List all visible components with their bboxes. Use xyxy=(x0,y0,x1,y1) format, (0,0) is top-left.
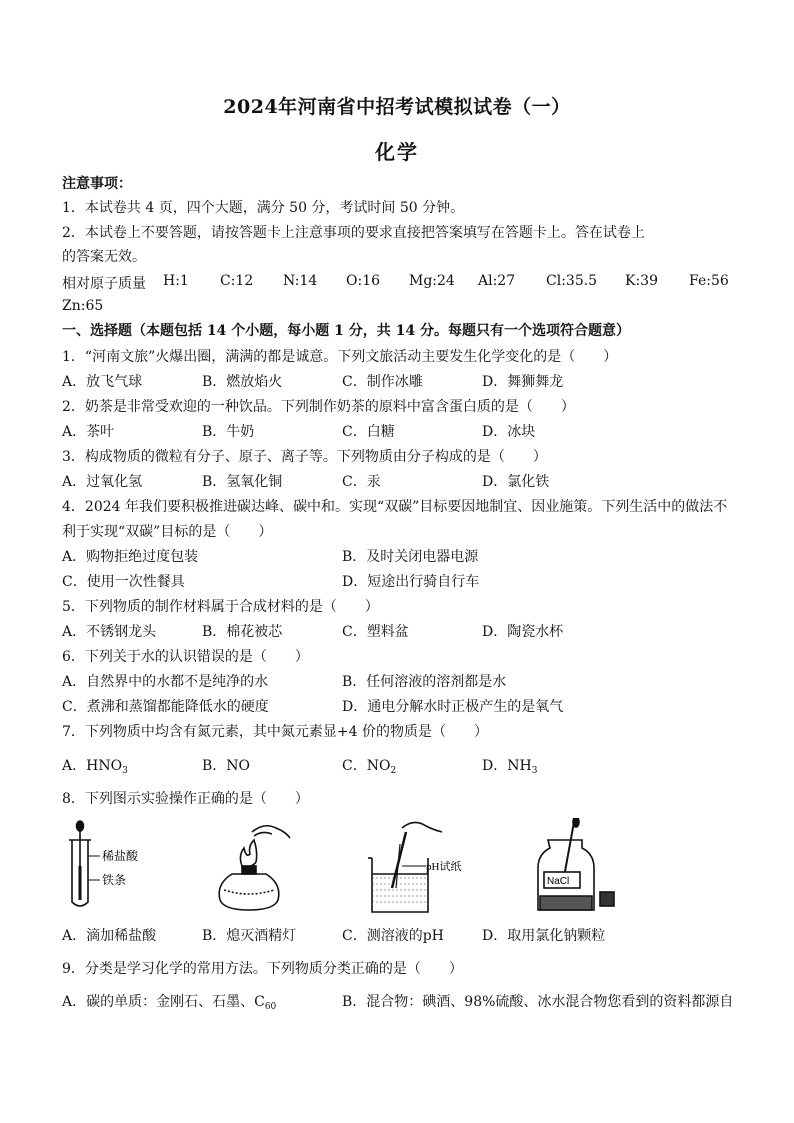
question-3-option-a: A．过氧化氢 xyxy=(62,474,143,490)
question-2-option-c: C．白糖 xyxy=(342,424,395,440)
notes-heading: 注意事项： xyxy=(62,176,132,192)
question-7-option-d xyxy=(482,757,537,775)
question-6-stem: 6．下列关于水的认识错误的是（ ） xyxy=(62,649,309,665)
question-8-option-a: A．滴加稀盐酸 xyxy=(62,928,157,944)
question-8-option-d: D．取用氯化钠颗粒 xyxy=(482,928,606,944)
question-2-option-a: A．茶叶 xyxy=(62,424,115,440)
question-3-option-b: B．氢氧化铜 xyxy=(202,474,283,490)
note-item-1: 1．本试卷共 4 页，四个大题，满分 50 分，考试时间 50 分钟。 xyxy=(62,200,465,216)
option-text: A．碳的单质：金刚石、石墨、C xyxy=(62,994,265,1010)
atomic-mass-item: C:12 xyxy=(220,273,254,289)
atomic-mass-item: N:14 xyxy=(283,273,318,289)
question-4-option-b: B．及时关闭电器电源 xyxy=(342,549,479,565)
option-label: C． xyxy=(342,758,367,774)
question-4-option-d: D．短途出行骑自行车 xyxy=(342,574,480,590)
question-9-stem: 9．分类是学习化学的常用方法。下列物质分类正确的是（ ） xyxy=(62,961,463,977)
question-4-option-c: C．使用一次性餐具 xyxy=(62,574,185,590)
question-1-option-b: B．燃放焰火 xyxy=(202,374,283,390)
question-4-option-a: A．购物拒绝过度包装 xyxy=(62,549,199,565)
section-1-heading: 一、选择题（本题包括 14 个小题，每小题 1 分，共 14 分。每题只有一个选项符合题意） xyxy=(62,323,630,339)
figure-d-label: NaCl xyxy=(547,876,570,887)
figure-nacl-jar xyxy=(534,818,624,918)
question-2-stem: 2．奶茶是非常受欢迎的一种饮品。下列制作奶茶的原料中富含蛋白质的是（ ） xyxy=(62,399,575,415)
question-3-option-c: C．汞 xyxy=(342,474,381,490)
question-7-stem: 7．下列物质中均含有氮元素，其中氮元素显+4 价的物质是（ ） xyxy=(62,724,488,740)
atomic-mass-item: Fe:56 xyxy=(689,273,729,289)
figure-ph-test xyxy=(342,818,472,918)
figure-a-label-acid: 稀盐酸 xyxy=(102,849,139,863)
formula-subscript: 3 xyxy=(122,766,128,776)
question-7-option-a xyxy=(62,757,128,775)
question-4-stem-line-2: 利于实现“双碳”目标的是（ ） xyxy=(62,524,273,540)
question-5-option-b: B．棉花被芯 xyxy=(202,624,283,640)
question-5-option-d: D．陶瓷水杯 xyxy=(482,624,564,640)
question-5-stem: 5．下列物质的制作材料属于合成材料的是（ ） xyxy=(62,599,379,615)
question-7-option-b xyxy=(202,757,250,775)
question-8-option-b: B．熄灭酒精灯 xyxy=(202,928,297,944)
question-7-option-c xyxy=(342,757,396,775)
question-3-option-d: D．氯化铁 xyxy=(482,474,550,490)
question-6-option-a: A．自然界中的水都不是纯净的水 xyxy=(62,674,269,690)
formula-subscript: 60 xyxy=(264,1002,277,1012)
question-1-option-a: A．放飞气球 xyxy=(62,374,143,390)
formula-main: NH xyxy=(507,758,532,774)
formula-main: NO xyxy=(366,758,391,774)
question-2-option-b: B．牛奶 xyxy=(202,424,255,440)
atomic-mass-item: H:1 xyxy=(163,273,189,289)
option-label: B． xyxy=(202,758,227,774)
atomic-mass-item: K:39 xyxy=(625,273,658,289)
figure-a-label-iron: 铁条 xyxy=(102,873,127,887)
atomic-mass-wrap: Zn:65 xyxy=(62,298,104,314)
question-5-option-c: C．塑料盆 xyxy=(342,624,409,640)
formula-subscript: 2 xyxy=(390,766,397,776)
question-9-option-a xyxy=(62,993,276,1011)
subject-title: 化学 xyxy=(375,140,419,164)
atomic-masses xyxy=(62,273,734,291)
question-6-option-d: D．通电分解水时正极产生的是氧气 xyxy=(342,699,564,715)
figure-dropping-acid xyxy=(62,818,172,918)
question-8-stem: 8．下列图示实验操作正确的是（ ） xyxy=(62,791,309,807)
figure-c-label: pH试纸 xyxy=(426,861,462,873)
question-1-option-d: D．舞狮舞龙 xyxy=(482,374,564,390)
atomic-mass-item: Mg:24 xyxy=(409,273,455,289)
question-4-stem-line-1: 4．2024 年我们要积极推进碳达峰、碳中和。实现“双碳”目标要因地制宜、因业施策。下列生活中的做法不 xyxy=(62,499,728,515)
atomic-mass-item: O:16 xyxy=(346,273,381,289)
question-1-stem: 1．“河南文旅”火爆出圈，满满的都是诚意。下列文旅活动主要发生化学变化的是（ ） xyxy=(62,349,618,365)
option-label: D． xyxy=(482,758,508,774)
formula-main: NO xyxy=(226,758,251,774)
note-item-2-line-2: 的答案无效。 xyxy=(62,249,146,265)
atomic-masses-label: 相对原子质量 xyxy=(62,276,146,292)
formula-subscript: 3 xyxy=(531,766,538,776)
question-9-option-b: B．混合物：碘酒、98%硫酸、冰水混合物您看到的资料都源自 xyxy=(342,994,734,1010)
note-item-2-line-1: 2．本试卷上不要答题，请按答题卡上注意事项的要求直接把答案填写在答题卡上。答在试卷上 xyxy=(62,225,645,241)
question-3-stem: 3．构成物质的微粒有分子、原子、离子等。下列物质由分子构成的是（ ） xyxy=(62,449,547,465)
formula-main: HNO xyxy=(86,758,123,774)
question-2-option-d: D．冰块 xyxy=(482,424,536,440)
option-label: A． xyxy=(62,758,87,774)
question-1-option-c: C．制作冰雕 xyxy=(342,374,423,390)
atomic-mass-item: Cl:35.5 xyxy=(546,273,598,289)
question-8-option-c: C．测溶液的pH xyxy=(342,928,444,944)
question-6-option-b: B．任何溶液的溶剂都是水 xyxy=(342,674,507,690)
question-5-option-a: A．不锈钢龙头 xyxy=(62,624,157,640)
atomic-mass-item: Al:27 xyxy=(478,273,516,289)
figure-alcohol-lamp xyxy=(202,818,312,918)
question-6-option-c: C．煮沸和蒸馏都能降低水的硬度 xyxy=(62,699,269,715)
exam-title: 2024年河南省中招考试模拟试卷（一） xyxy=(223,96,571,118)
